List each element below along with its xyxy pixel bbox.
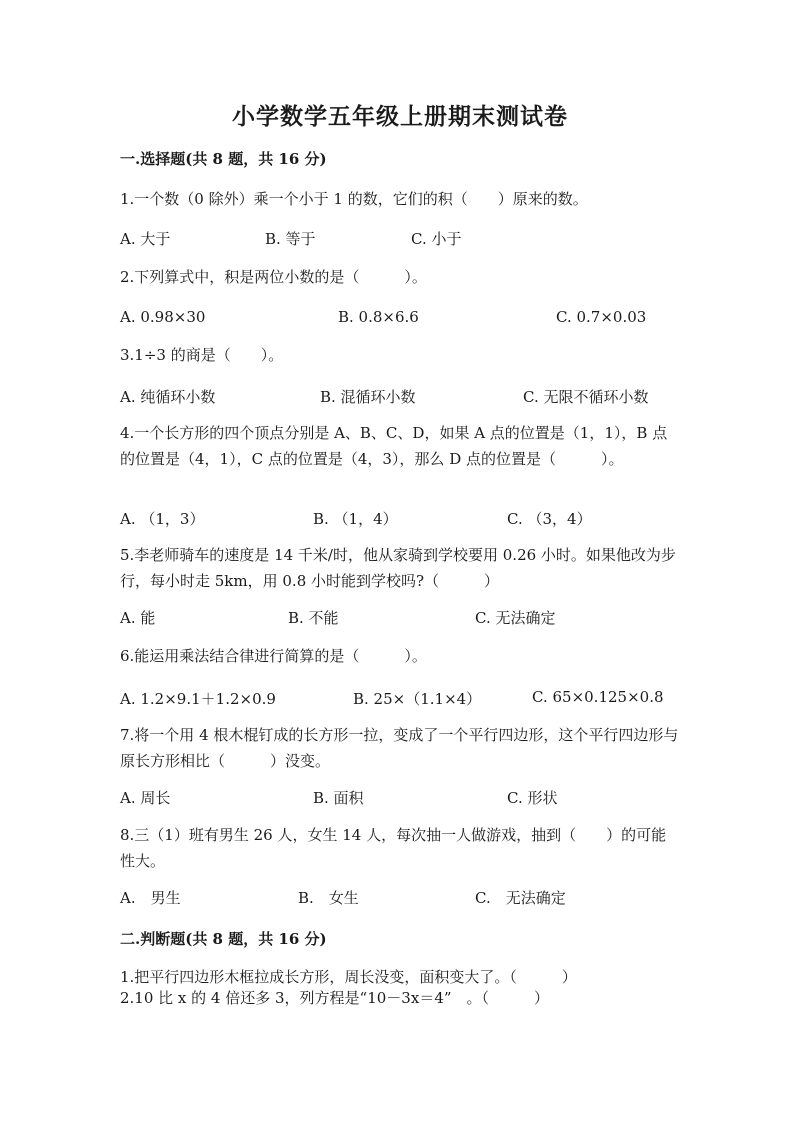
option-c: C. 无限不循环小数 bbox=[523, 388, 649, 406]
question-text: 7.将一个用 4 根木棍钉成的长方形一拉，变成了一个平行四边形，这个平行四边形与原长方形相比（ ）没变。 bbox=[120, 726, 679, 770]
option-a: A. 男生 bbox=[120, 889, 181, 907]
question-text: 3.1÷3 的商是（ ）。 bbox=[120, 346, 284, 364]
option-a: A. 能 bbox=[120, 609, 156, 627]
page-title: 小学数学五年级上册期末测试卷 bbox=[232, 103, 568, 130]
question-options bbox=[120, 508, 680, 530]
option-b: B. （1，4） bbox=[313, 510, 398, 528]
question-text: 1.一个数（0 除外）乘一个小于 1 的数，它们的积（ ）原来的数。 bbox=[120, 190, 588, 208]
question-text: 5.李老师骑车的速度是 14 千米/时，他从家骑到学校要用 0.26 小时。如果他改为步行，每小时走 5km，用 0.8 小时能到学校吗?（ ） bbox=[120, 546, 676, 590]
option-b: B. 混循环小数 bbox=[320, 388, 416, 406]
question-options bbox=[120, 887, 680, 909]
option-b: B. 女生 bbox=[298, 889, 359, 907]
option-c: C. 无法确定 bbox=[475, 889, 566, 907]
option-b: B. 不能 bbox=[288, 609, 339, 627]
option-a: A. （1，3） bbox=[120, 510, 205, 528]
question-text: 4.一个长方形的四个顶点分别是 A、B、C、D，如果 A 点的位置是（1，1），B 点的位置是（4，1），C 点的位置是（4，3），那么 D 点的位置是（ ）。 bbox=[120, 424, 668, 468]
question-options bbox=[120, 607, 680, 629]
question-options bbox=[120, 228, 680, 250]
question-options bbox=[120, 386, 680, 408]
question-text: 1.把平行四边形木框拉成长方形，周长没变，面积变大了。（ ） bbox=[120, 968, 577, 986]
question-options bbox=[120, 688, 680, 710]
question-text: 2.10 比 x 的 4 倍还多 3，列方程是“10－3x＝4” 。（ ） bbox=[120, 989, 550, 1007]
option-c: C. 形状 bbox=[507, 789, 558, 807]
option-c: C. （3，4） bbox=[507, 510, 592, 528]
section-heading-true-false: 二.判断题(共 8 题，共 16 分) bbox=[120, 930, 327, 948]
option-a: A. 纯循环小数 bbox=[120, 388, 216, 406]
question-options bbox=[120, 787, 680, 809]
question-text: 8.三（1）班有男生 26 人，女生 14 人，每次抽一人做游戏，抽到（ ）的可能性大。 bbox=[120, 826, 667, 870]
option-b: B. 面积 bbox=[313, 789, 364, 807]
option-c: C. 小于 bbox=[411, 230, 462, 248]
option-b: B. 25×（1.1×4） bbox=[353, 690, 482, 708]
option-a: A. 周长 bbox=[120, 789, 171, 807]
option-c: C. 0.7×0.03 bbox=[556, 308, 647, 326]
question-text: 6.能运用乘法结合律进行简算的是（ ）。 bbox=[120, 647, 427, 665]
option-a: A. 1.2×9.1＋1.2×0.9 bbox=[120, 690, 276, 708]
question-options bbox=[120, 308, 680, 330]
option-c: C. 无法确定 bbox=[475, 609, 556, 627]
option-b: B. 等于 bbox=[265, 230, 316, 248]
option-a: A. 大于 bbox=[120, 230, 171, 248]
option-a: A. 0.98×30 bbox=[120, 308, 206, 326]
question-text: 2.下列算式中，积是两位小数的是（ ）。 bbox=[120, 268, 427, 286]
section-heading-multiple-choice: 一.选择题(共 8 题，共 16 分) bbox=[120, 150, 327, 168]
option-c: C. 65×0.125×0.8 bbox=[532, 688, 664, 706]
option-b: B. 0.8×6.6 bbox=[338, 308, 419, 326]
